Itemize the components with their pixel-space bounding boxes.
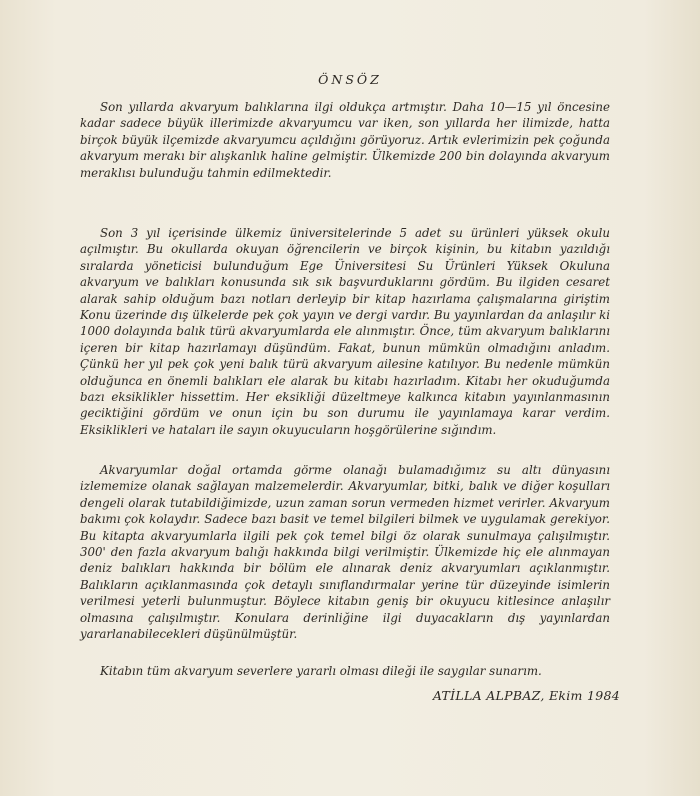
paragraph-3: Akvaryumlar doğal ortamda görme olanağı bulamadığımız su altı dünyasını izlememize olanak sağlayan malzemelerdir. Akvaryumlar, bitki, balık ve diğer koşulları dengeli olarak tutabildiğimizde, uzun zaman sorun vermeden hizmet verirler. Akvaryum bakımı çok kolaydır. Sadece bazı basit ve temel bilgileri bilmek ve uygulamak gerekiyor. Bu kitapta akvaryumlarla ilgili pek çok temel bilgi öz olarak sunulmaya çalışılmıştır. 300' den fazla akvaryum balığı hakkında bilgi verilmiştir. Ülkemizde hiç ele alınmayan deniz balıkları hakkında bir bölüm ele alınarak deniz akvaryumları açıklanmıştır. Balıkların açıklanmasında çok detaylı sınıflandırmalar yerine tür düzeyinde isimlerin verilmesi yeterli bulunmuştur. Böylece kitabın geniş bir okuyucu kitlesince anlaşılır olmasına çalışılmıştır. Konulara derinliğine ilgi duyacakların dış yayınlardan yararlanabilecekleri düşünülmüştür. [80,463,610,642]
paragraph-1: Son yıllarda akvaryum balıklarına ilgi oldukça artmıştır. Daha 10—15 yıl öncesine kadar sadece büyük illerimizde akvaryumcu var iken, son yıllarda her ilimizde, hatta birçok büyük ilçemizde akvaryumcu açıldığını görüyoruz. Artık evlerimizin pek çoğunda akvaryum merakı bir alışkanlık haline gelmiştir. Ülkemizde 200 bin dolayında akvaryum meraklısı bulunduğu tahmin edilmektedir. [80,100,610,180]
author-signature: ATİLLA ALPBAZ, Ekim 1984 [432,688,620,703]
paragraph-4: Kitabın tüm akvaryum severlere yararlı olması dileği ile saygılar sunarım. [100,664,542,678]
page-title: ÖNSÖZ [318,72,382,87]
paragraph-2: Son 3 yıl içerisinde ülkemiz üniversitelerinde 5 adet su ürünleri yüksek okulu açılmıştır. Bu okullarda okuyan öğrencilerin ve birçok kişinin, bu kitabın yazıldığı sıralarda yöneticisi bulunduğum Ege Üniversitesi Su Ürünleri Yüksek Okuluna akvaryum ve balıkları konusunda sık sık başvurduklarını gördüm. Bu ilgiden cesaret alarak sahip olduğum bazı notları derleyip bir kitap hazırlama çalışmalarına giriştim Konu üzerinde dış ülkelerde pek çok yayın ve dergi vardır. Bu yayınlardan da anlaşılır ki 1000 dolayında balık türü akvaryumlarda ele alınmıştır. Önce, tüm akvaryum balıklarını içeren bir kitap hazırlamayı düşündüm. Fakat, bunun mümkün olmadığını anladım. Çünkü her yıl pek çok yeni balık türü akvaryum ailesine katılıyor. Bu nedenle mümkün olduğunca en önemli balıkları ele alarak bu kitabı hazırladım. Kitabı her okuduğumda bazı eksiklikler hissettim. Her eksikliği düzeltmeye kalkınca kitabın yayınlanmasının geciktiğini gördüm ve onun için bu son durumu ile yayınlamaya karar verdim. Eksiklikleri ve hataları ile sayın okuyucuların hoşgörülerine sığındım. [80,226,610,437]
